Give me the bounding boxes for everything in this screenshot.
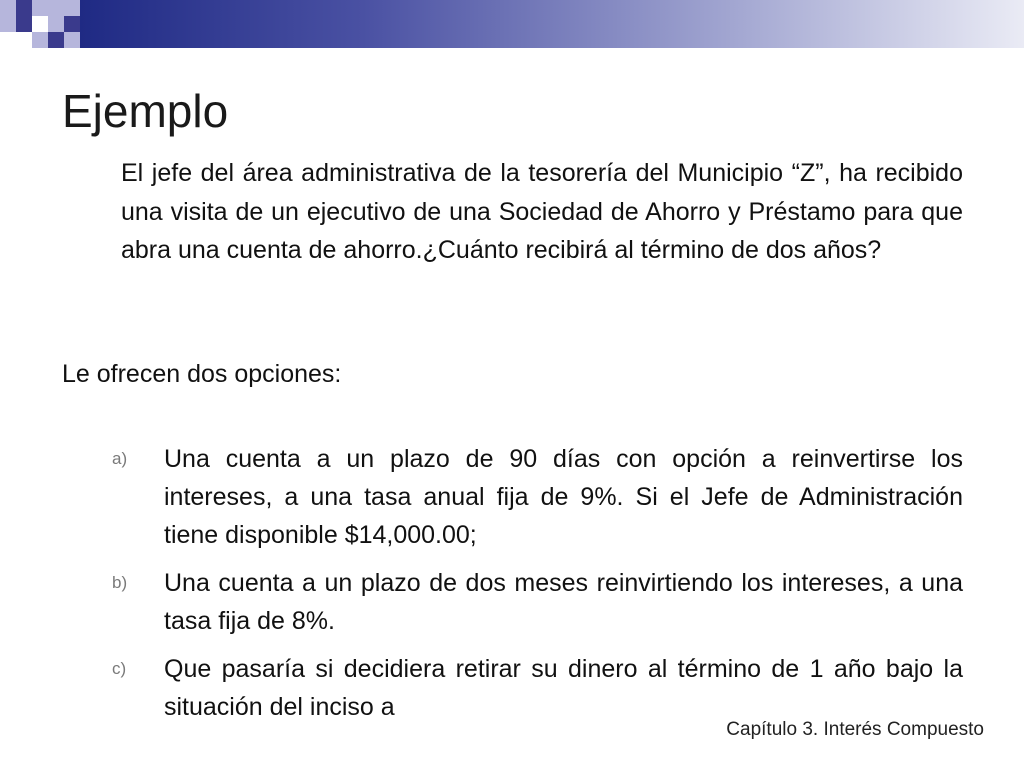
decor-square: [0, 16, 16, 32]
options-list: [108, 440, 963, 736]
decor-square: [64, 0, 80, 16]
slide-title: Ejemplo: [62, 85, 229, 137]
options-label: Le ofrecen dos opciones:: [62, 360, 342, 388]
decor-square: [64, 16, 80, 32]
option-item-a: [108, 440, 963, 554]
decor-square: [48, 16, 64, 32]
header-gradient-bar: [80, 0, 1024, 48]
option-marker: a): [112, 449, 128, 468]
decor-square: [16, 0, 32, 16]
option-item-b: [108, 564, 963, 640]
decor-square: [0, 0, 16, 16]
decor-square: [16, 16, 32, 32]
option-marker: c): [112, 659, 127, 678]
decor-square: [48, 32, 64, 48]
option-text: Que pasaría si decidiera retirar su dinero al término de 1 año bajo la situación del inciso a: [164, 655, 963, 721]
option-marker: b): [112, 573, 128, 592]
option-text: Una cuenta a un plazo de dos meses reinvirtiendo los intereses, a una tasa fija de 8%.: [164, 569, 963, 635]
intro-paragraph: El jefe del área administrativa de la tesorería del Municipio “Z”, ha recibido una visita de un ejecutivo de una Sociedad de Ahorro y Préstamo para que abra una cuenta de ahorro.¿Cuánto recibirá al término de dos años?: [121, 159, 963, 264]
option-text: Una cuenta a un plazo de 90 días con opción a reinvertirse los intereses, a una tasa anual fija de 9%. Si el Jefe de Administración tiene disponible $14,000.00;: [164, 445, 963, 549]
option-item-c: [108, 650, 963, 726]
decor-square: [64, 32, 80, 48]
decor-square: [32, 32, 48, 48]
decor-square: [48, 0, 64, 16]
slide-footer: Capítulo 3. Interés Compuesto: [726, 719, 984, 740]
decor-square: [32, 0, 48, 16]
